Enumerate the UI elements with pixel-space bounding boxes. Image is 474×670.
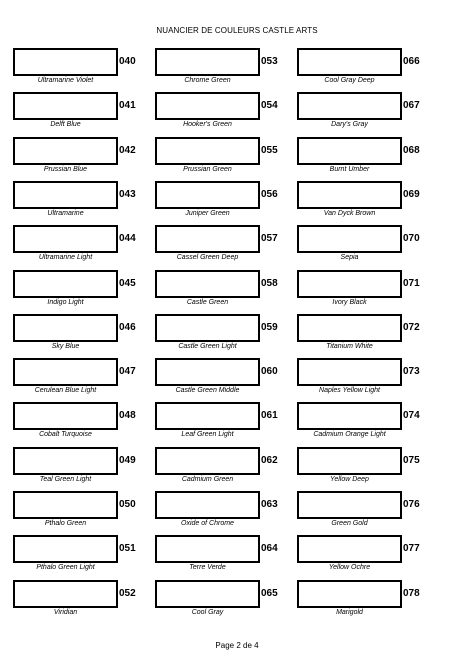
color-code: 068	[403, 144, 420, 156]
color-code: 053	[261, 56, 278, 67]
swatch-box	[155, 580, 260, 608]
color-code: 074	[403, 410, 420, 422]
swatch-box	[297, 181, 402, 209]
color-code: 065	[261, 587, 278, 599]
swatch-box	[13, 137, 118, 165]
swatch-box	[297, 447, 402, 475]
color-code: 042	[119, 144, 136, 156]
page-title: NUANCIER DE COULEURS CASTLE ARTS	[156, 26, 318, 35]
color-swatch-entry	[155, 535, 286, 579]
color-code: 047	[119, 366, 136, 378]
swatch-box	[297, 270, 402, 298]
color-swatch-entry	[297, 402, 428, 446]
swatch-box	[297, 491, 402, 519]
color-swatch-entry	[297, 447, 428, 491]
color-swatch-entry	[155, 270, 286, 314]
color-code: 066	[403, 56, 420, 67]
swatch-box	[155, 491, 260, 519]
swatch-box	[155, 447, 260, 475]
color-swatch-entry	[297, 181, 428, 225]
color-swatch-entry	[297, 225, 428, 269]
color-code: 050	[119, 499, 136, 510]
color-name: Cadmium Orange Light	[313, 431, 386, 439]
color-code: 064	[261, 543, 278, 555]
color-code: 043	[119, 188, 136, 200]
color-name: Dary's Gray	[331, 121, 368, 129]
color-swatch-entry	[155, 358, 286, 402]
color-name: Juniper Green	[185, 209, 230, 217]
color-code: 058	[261, 277, 278, 289]
color-name: Cerulean Blue Light	[34, 387, 97, 395]
color-code: 044	[119, 233, 136, 245]
color-swatch-entry	[13, 580, 144, 624]
color-swatch-entry	[297, 314, 428, 358]
color-swatch-entry	[155, 92, 286, 136]
color-swatch-entry	[155, 48, 286, 92]
swatch-box	[297, 535, 402, 563]
color-code: 069	[403, 188, 420, 200]
page-footer: Page 2 de 4	[215, 641, 259, 650]
color-swatch-entry	[155, 447, 286, 491]
swatch-box	[13, 358, 118, 386]
color-swatch-entry	[13, 48, 144, 92]
color-code: 059	[261, 321, 278, 333]
color-name: Leaf Green Light	[181, 431, 234, 439]
color-swatch-entry	[13, 181, 144, 225]
color-swatch-entry	[155, 181, 286, 225]
color-name: Yellow Deep	[330, 475, 369, 483]
color-code: 046	[119, 321, 136, 333]
color-name: Castle Green Middle	[175, 387, 240, 395]
color-swatch-entry	[155, 580, 286, 624]
swatch-box	[13, 92, 118, 120]
swatch-box	[155, 402, 260, 430]
color-swatch-entry	[13, 92, 144, 136]
swatch-box	[155, 314, 260, 342]
color-code: 061	[261, 410, 278, 422]
color-swatch-entry	[13, 491, 144, 535]
color-name: Green Gold	[331, 520, 368, 527]
color-name: Sky Blue	[51, 342, 80, 350]
color-name: Indigo Light	[47, 298, 84, 306]
color-name: Ultramarine Violet	[37, 77, 94, 84]
swatch-box	[155, 137, 260, 165]
swatch-box	[297, 48, 402, 76]
swatch-box	[13, 314, 118, 342]
swatch-box	[13, 447, 118, 475]
swatch-box	[297, 92, 402, 120]
color-name: Prussian Green	[183, 165, 232, 173]
swatch-box	[13, 225, 118, 253]
color-swatch-entry	[297, 137, 428, 181]
color-code: 076	[403, 499, 420, 510]
color-name: Cadmium Green	[181, 475, 234, 483]
color-swatch-entry	[13, 447, 144, 491]
color-swatch-entry	[13, 314, 144, 358]
color-code: 051	[119, 543, 136, 555]
color-name: Castle Green Light	[178, 342, 237, 350]
swatch-box	[155, 48, 260, 76]
color-code: 054	[261, 100, 278, 112]
color-name: Cool Gray	[191, 608, 224, 616]
swatch-box	[13, 48, 118, 76]
color-name: Ultramarine	[47, 209, 84, 217]
swatch-box	[297, 314, 402, 342]
color-swatch-entry	[155, 137, 286, 181]
color-name: Van Dyck Brown	[323, 209, 376, 217]
swatch-box	[297, 402, 402, 430]
color-code: 041	[119, 100, 136, 112]
swatch-box	[297, 358, 402, 386]
color-name: Titanium White	[326, 342, 373, 350]
color-code: 052	[119, 587, 136, 599]
swatch-box	[13, 491, 118, 519]
color-code: 049	[119, 454, 136, 466]
color-code: 045	[119, 277, 136, 289]
color-name: Cassel Green Deep	[176, 254, 239, 262]
swatch-box	[297, 580, 402, 608]
color-code: 063	[261, 499, 278, 510]
swatch-box	[13, 270, 118, 298]
color-code: 077	[403, 543, 420, 555]
swatch-box	[155, 225, 260, 253]
color-swatch-entry	[297, 580, 428, 624]
color-name: Sepia	[340, 254, 359, 262]
color-code: 040	[119, 56, 136, 67]
color-name: Ivory Black	[332, 298, 367, 306]
swatch-grid	[0, 48, 474, 618]
color-code: 056	[261, 188, 278, 200]
color-name: Naples Yellow Light	[319, 387, 380, 395]
swatch-box	[13, 535, 118, 563]
color-swatch-entry	[297, 358, 428, 402]
color-swatch-entry	[297, 535, 428, 579]
color-name: Prussian Blue	[43, 165, 88, 173]
color-name: Cool Gray Deep	[324, 77, 375, 84]
color-name: Oxide of Chrome	[181, 520, 234, 527]
swatch-box	[155, 270, 260, 298]
color-name: Pthalo Green	[44, 520, 87, 527]
color-code: 071	[403, 277, 420, 289]
color-name: Teal Green Light	[39, 475, 92, 483]
color-name: Cobalt Turquoise	[39, 431, 92, 439]
color-name: Hooker's Green	[183, 121, 232, 129]
color-name: Chrome Green	[184, 77, 231, 84]
color-swatch-entry	[13, 270, 144, 314]
color-name: Delft Blue	[50, 121, 81, 129]
color-swatch-entry	[13, 225, 144, 269]
swatch-box	[13, 181, 118, 209]
swatch-box	[297, 137, 402, 165]
color-name: Castle Green	[186, 298, 229, 306]
color-code: 057	[261, 233, 278, 245]
swatch-box	[13, 580, 118, 608]
color-swatch-entry	[155, 402, 286, 446]
color-swatch-entry	[13, 137, 144, 181]
color-code: 048	[119, 410, 136, 422]
color-code: 075	[403, 454, 420, 466]
color-code: 070	[403, 233, 420, 245]
color-code: 067	[403, 100, 420, 112]
color-code: 055	[261, 144, 278, 156]
color-code: 062	[261, 454, 278, 466]
color-name: Yellow Ochre	[328, 564, 371, 572]
swatch-box	[155, 535, 260, 563]
color-swatch-entry	[297, 48, 428, 92]
color-name: Burnt Umber	[329, 165, 370, 173]
color-code: 078	[403, 587, 420, 599]
color-swatch-entry	[297, 92, 428, 136]
color-name: Ultramarine Light	[38, 254, 93, 262]
color-name: Marigold	[336, 608, 363, 616]
swatch-box	[13, 402, 118, 430]
color-name: Viridian	[53, 608, 78, 616]
color-swatch-entry	[297, 270, 428, 314]
color-swatch-entry	[155, 314, 286, 358]
color-code: 072	[403, 321, 420, 333]
color-name: Pthalo Green Light	[36, 564, 95, 572]
color-code: 073	[403, 366, 420, 378]
color-name: Terre Verde	[189, 564, 226, 572]
color-swatch-entry	[13, 402, 144, 446]
swatch-box	[155, 358, 260, 386]
color-swatch-entry	[155, 491, 286, 535]
color-swatch-entry	[155, 225, 286, 269]
color-swatch-entry	[13, 358, 144, 402]
color-code: 060	[261, 366, 278, 378]
color-swatch-entry	[13, 535, 144, 579]
swatch-box	[155, 181, 260, 209]
swatch-box	[155, 92, 260, 120]
swatch-box	[297, 225, 402, 253]
color-swatch-entry	[297, 491, 428, 535]
